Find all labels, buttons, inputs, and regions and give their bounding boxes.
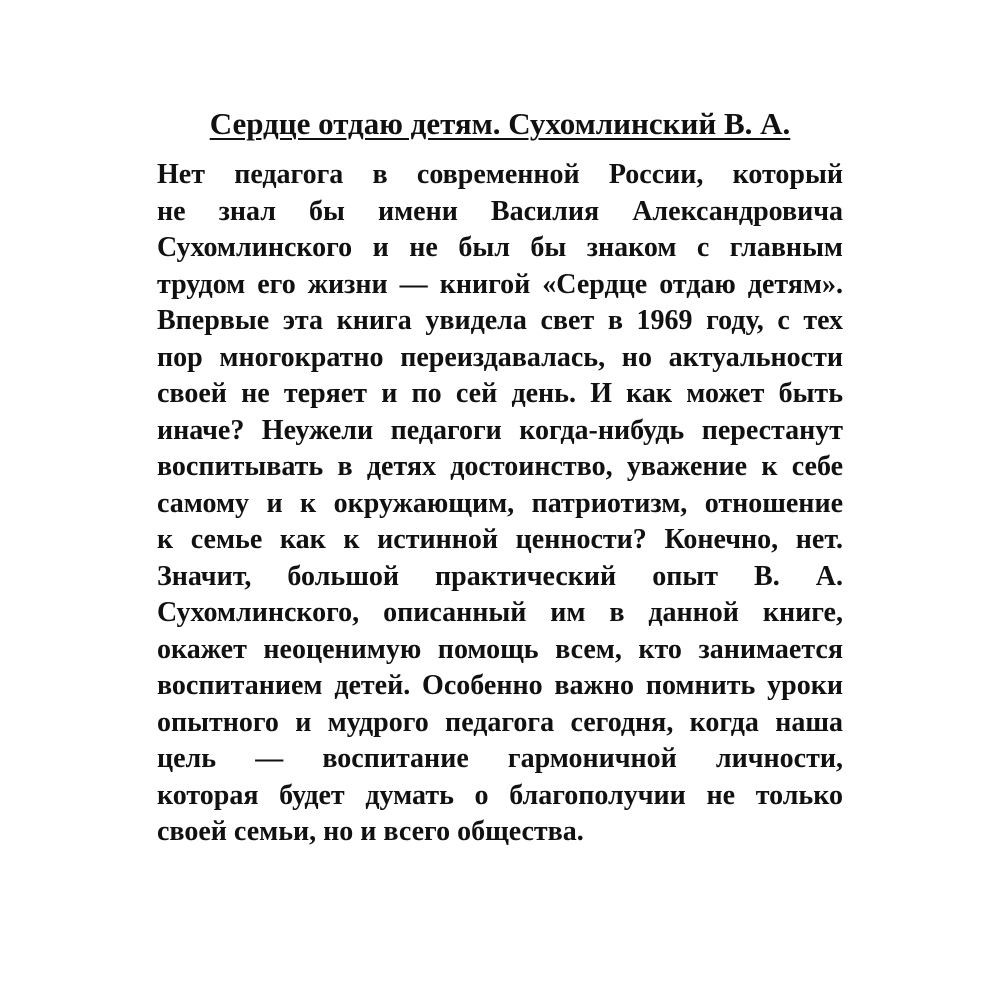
paragraph-line: не знал бы имени Василия Александровича <box>157 195 843 227</box>
paragraph-line: пор многократно переиздавалась, но актуальности <box>157 341 843 373</box>
paragraph-line: Сухомлинского, описанный им в данной книге, <box>157 597 843 628</box>
paragraph-line: воспитанием детей. Особенно важно помнить уроки <box>157 670 843 701</box>
paragraph-line: иначе? Неужели педагоги когда-нибудь перестанут <box>157 414 843 446</box>
paragraph-line: которая будет думать о благополучии не только <box>157 779 843 811</box>
paragraph-line: трудом его жизни — книгой «Сердце отдаю детям». <box>157 268 843 300</box>
paragraph-line: самому и к окружающим, патриотизм, отношение <box>157 487 843 519</box>
paragraph-line: своей семьи, но и всего общества. <box>157 816 584 847</box>
paragraph-line: своей не теряет и по сей день. И как может быть <box>157 378 843 409</box>
paragraph-line: Нет педагога в современной России, который <box>157 159 843 190</box>
paragraph-line: окажет неоценимую помощь всем, кто занимается <box>157 633 843 665</box>
paragraph-line: Сухомлинского и не был бы знаком с главным <box>157 232 843 263</box>
paragraph-line: Значит, большой практический опыт В. А. <box>157 560 843 592</box>
body-paragraph <box>157 157 843 851</box>
paragraph-line: Впервые эта книга увидела свет в 1969 году, с тех <box>157 305 843 336</box>
paragraph-line: воспитывать в детях достоинство, уважение к себе <box>157 451 843 482</box>
paragraph-line: опытного и мудрого педагога сегодня, когда наша <box>157 706 843 738</box>
paragraph-line: цель — воспитание гармоничной личности, <box>157 743 843 774</box>
page-title: Сердце отдаю детям. Сухомлинский В. А. <box>209 106 791 141</box>
paragraph-line: к семье как к истинной ценности? Конечно, нет. <box>157 524 843 555</box>
